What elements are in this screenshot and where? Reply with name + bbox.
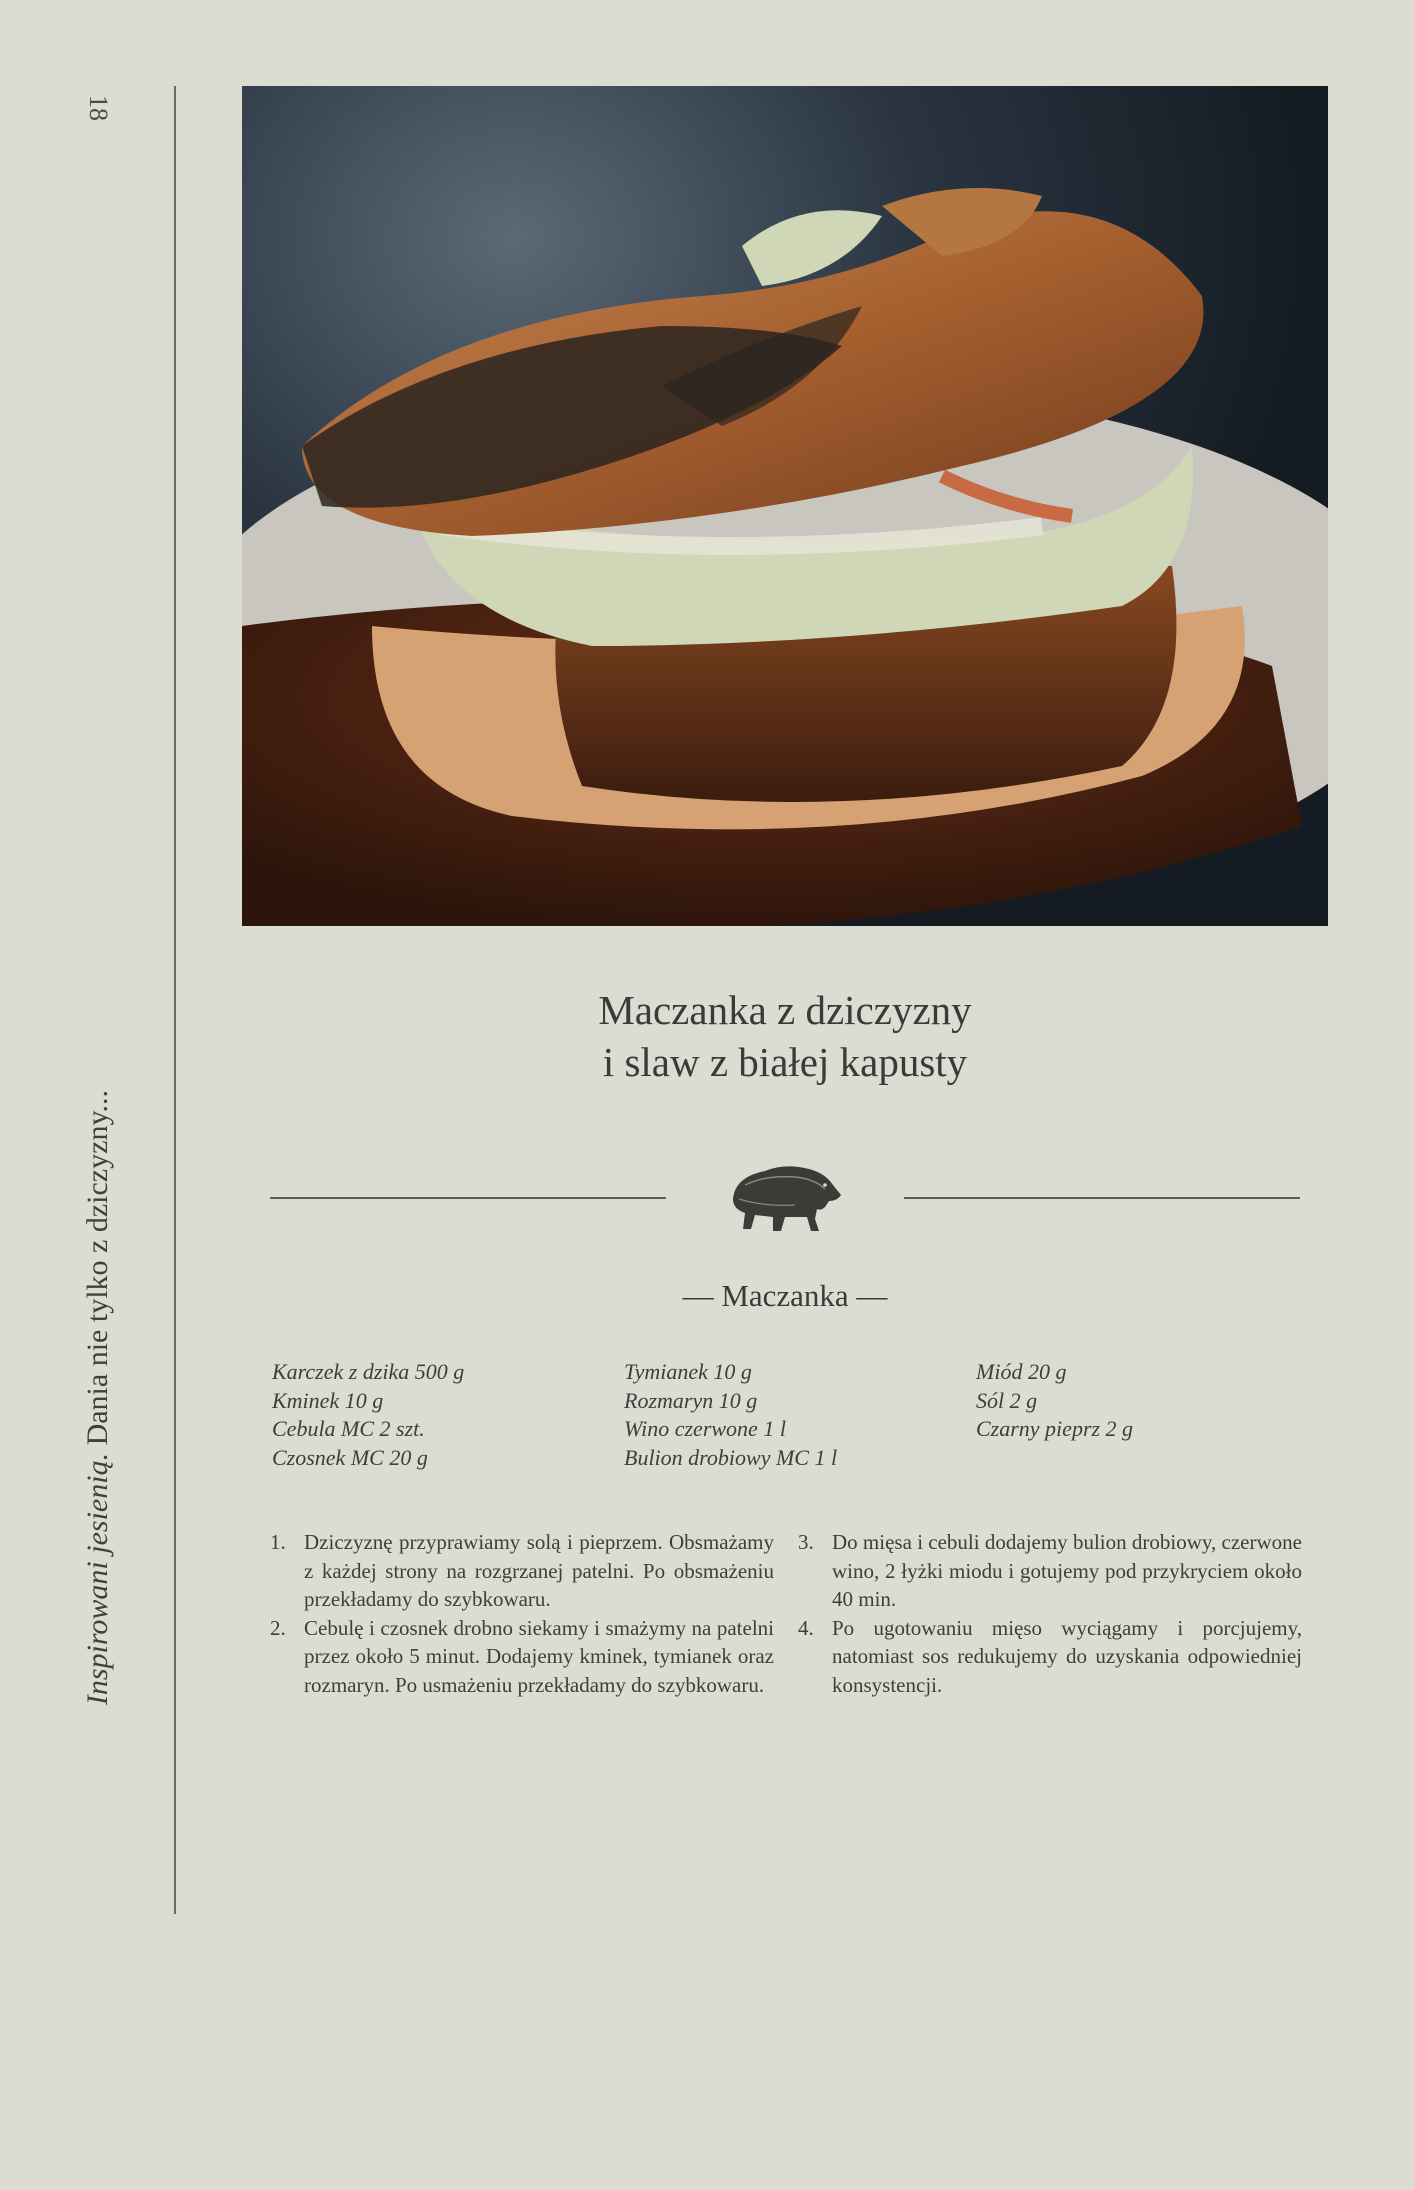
vertical-divider [174, 86, 176, 1914]
divider-right [904, 1197, 1300, 1199]
step-item [798, 1528, 1302, 1614]
ingredient: Rozmaryn 10 g [624, 1387, 758, 1413]
recipe-title [242, 984, 1328, 1088]
step-text: Dziczyznę przyprawiamy solą i pieprzem. Obsmażamy z każdej strony na rozgrzanej patelni. Po obsmażeniu przekładamy do szybkowaru. [304, 1530, 774, 1611]
dish-photo [242, 86, 1328, 926]
ingredient: Cebula MC 2 szt. [272, 1416, 425, 1441]
ingredient: Tymianek 10 g [624, 1359, 752, 1384]
page-number: 18 [84, 95, 113, 121]
section-title: — Maczanka — [682, 1278, 888, 1313]
step-number: 2. [270, 1615, 286, 1640]
step-item [270, 1614, 774, 1700]
ingredient: Czosnek MC 20 g [272, 1444, 428, 1470]
side-caption-regular: Dania nie tylko z dziczyzny... [81, 1090, 114, 1453]
boar-icon [725, 1155, 843, 1235]
step-number: 4. [798, 1615, 814, 1640]
ingredient: Karczek z dzika 500 g [272, 1359, 465, 1384]
step-item [270, 1528, 774, 1614]
step-text: Po ugotowaniu mięso wyciągamy i porcjujemy, natomiast sos redukujemy do uzyskania odpowiedniej konsystencji. [832, 1615, 1302, 1697]
ingredient: Czarny pieprz 2 g [976, 1416, 1134, 1441]
ingredients-column-1 [272, 1358, 602, 1472]
ingredient: Bulion drobiowy MC 1 l [624, 1444, 838, 1470]
step-text: Do mięsa i cebuli dodajemy bulion drobiowy, czerwone wino, 2 łyżki miodu i gotujemy pod przykryciem około 40 min. [832, 1530, 1302, 1611]
side-caption-italic: Inspirowani jesienią. [81, 1452, 114, 1706]
step-text: Cebulę i czosnek drobno siekamy i smażymy na patelni przez około 5 minut. Dodajemy kminek, tymianek oraz rozmaryn. Po usmażeniu przekładamy do szybkowaru. [304, 1615, 774, 1697]
ingredient: Kminek 10 g [272, 1387, 384, 1413]
steps-column-left [270, 1528, 774, 1699]
ingredients-column-2 [624, 1358, 954, 1472]
step-number: 1. [270, 1530, 286, 1554]
steps-column-right [798, 1528, 1302, 1699]
recipe-title-line1: Maczanka z dziczyzny [598, 987, 972, 1033]
ingredient: Miód 20 g [976, 1359, 1067, 1384]
step-number: 3. [798, 1530, 814, 1554]
recipe-title-line2: i slaw z białej kapusty [602, 1039, 968, 1085]
divider-left [270, 1197, 666, 1199]
step-item [798, 1614, 1302, 1700]
ingredient: Wino czerwone 1 l [624, 1416, 786, 1441]
side-caption [78, 1090, 118, 2190]
ingredient: Sól 2 g [976, 1387, 1038, 1413]
ingredients-column-3 [976, 1358, 1306, 1444]
